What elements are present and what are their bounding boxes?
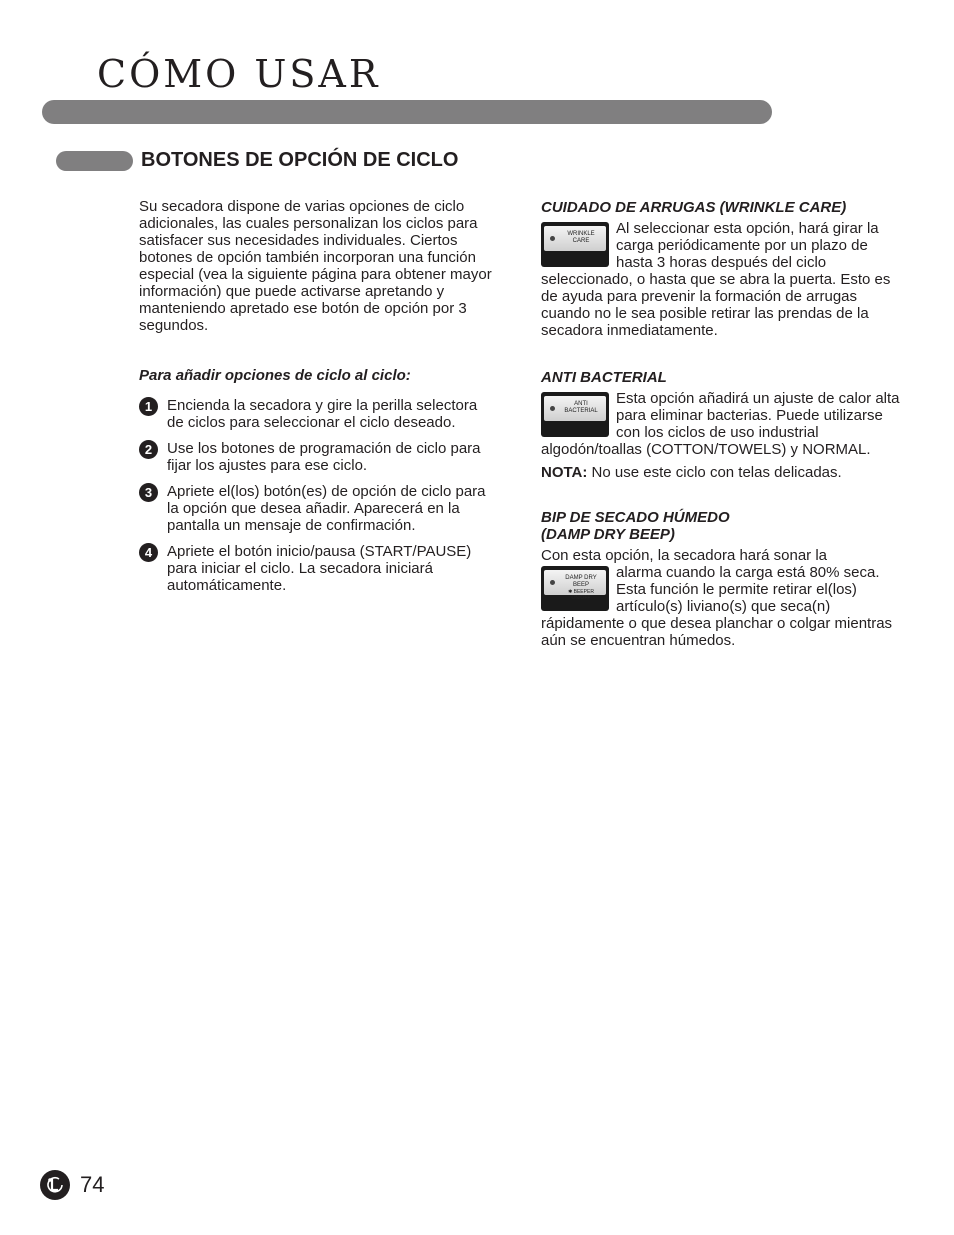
option-damp-dry-beep bbox=[541, 509, 901, 649]
button-label: ANTI BACTERIAL bbox=[564, 401, 598, 414]
lg-logo-icon bbox=[40, 1170, 70, 1200]
led-icon bbox=[550, 406, 555, 411]
option-anti-bacterial bbox=[541, 369, 901, 481]
option-title: BIP DE SECADO HÚMEDO (DAMP DRY BEEP) bbox=[541, 509, 730, 543]
intro-paragraph: Su secadora dispone de varias opciones de ciclo adicionales, las cuales personalizan los ciclos para satisfacer sus necesidades individuales. Ciertos botones de opción también incorporan una función especial (vea la siguiente página para obtener mayor información) que puede activarse apretando y manteniendo apretado ese botón de opción por 3 segundos. bbox=[139, 198, 492, 334]
section-pill bbox=[56, 151, 133, 171]
led-icon bbox=[550, 580, 555, 585]
steps-list bbox=[139, 397, 494, 594]
list-item bbox=[139, 483, 494, 534]
option-title: ANTI BACTERIAL bbox=[541, 369, 667, 386]
step-text: Apriete el botón inicio/pausa (START/PAUSE) para iniciar el ciclo. La secadora iniciará automáticamente. bbox=[167, 543, 472, 594]
step-number-icon: 2 bbox=[139, 440, 158, 459]
option-description: Al seleccionar esta opción, hará girar la carga periódicamente por un plazo de hasta 3 horas después del ciclo seleccionado, o hasta que se abra la puerta. Esto es de ayuda para prevenir la formación de arrugas cuando no le sea posible retirar las prendas de la secadora inmediatamente. bbox=[541, 220, 891, 339]
step-number-icon: 1 bbox=[139, 397, 158, 416]
option-lead: Con esta opción, la secadora hará sonar la bbox=[541, 547, 828, 564]
option-description: alarma cuando la carga está 80% seca. Esta función le permite retirar el(los) artículo(s) liviano(s) que seca(n) rápidamente o que desea planchar o colgar mientras aún se encuentran húmedos. bbox=[541, 564, 893, 649]
step-text: Use los botones de programación de ciclo para fijar los ajustes para ese ciclo. bbox=[167, 440, 481, 474]
page-number: 74 bbox=[80, 1172, 105, 1197]
option-description: Esta opción añadirá un ajuste de calor alta para eliminar bacterias. Puede utilizarse con los ciclos de uso industrial algodón/toallas (COTTON/TOWELS) y NORMAL. bbox=[541, 390, 900, 458]
header-bar bbox=[42, 100, 772, 124]
wrinkle-care-button-icon bbox=[541, 222, 609, 267]
option-title: CUIDADO DE ARRUGAS (WRINKLE CARE) bbox=[541, 199, 847, 216]
steps-heading: Para añadir opciones de ciclo al ciclo: bbox=[139, 367, 411, 384]
option-wrinkle-care bbox=[541, 199, 901, 339]
step-number-icon: 3 bbox=[139, 483, 158, 502]
damp-dry-beep-button-icon bbox=[541, 566, 609, 611]
list-item bbox=[139, 543, 494, 594]
step-text: Encienda la secadora y gire la perilla selectora de ciclos para seleccionar el ciclo deseado. bbox=[167, 397, 478, 431]
page-header-title: CÓMO USAR bbox=[97, 52, 381, 96]
list-item bbox=[139, 440, 494, 474]
step-text: Apriete el(los) botón(es) de opción de ciclo para la opción que desea añadir. Aparecerá en la pantalla un mensaje de confirmación. bbox=[167, 483, 486, 534]
note-label: NOTA: bbox=[541, 464, 588, 481]
button-label: DAMP DRY BEEP ✱ BEEPER ON/OFF bbox=[565, 575, 597, 601]
step-number-icon: 4 bbox=[139, 543, 158, 562]
section-title: BOTONES DE OPCIÓN DE CICLO bbox=[141, 149, 459, 171]
left-column bbox=[139, 198, 494, 603]
led-icon bbox=[550, 236, 555, 241]
list-item bbox=[139, 397, 494, 431]
right-column bbox=[541, 199, 901, 679]
note-text: No use este ciclo con telas delicadas. bbox=[587, 464, 842, 481]
note bbox=[541, 464, 901, 481]
button-label: WRINKLE CARE bbox=[567, 231, 595, 244]
anti-bacterial-button-icon bbox=[541, 392, 609, 437]
